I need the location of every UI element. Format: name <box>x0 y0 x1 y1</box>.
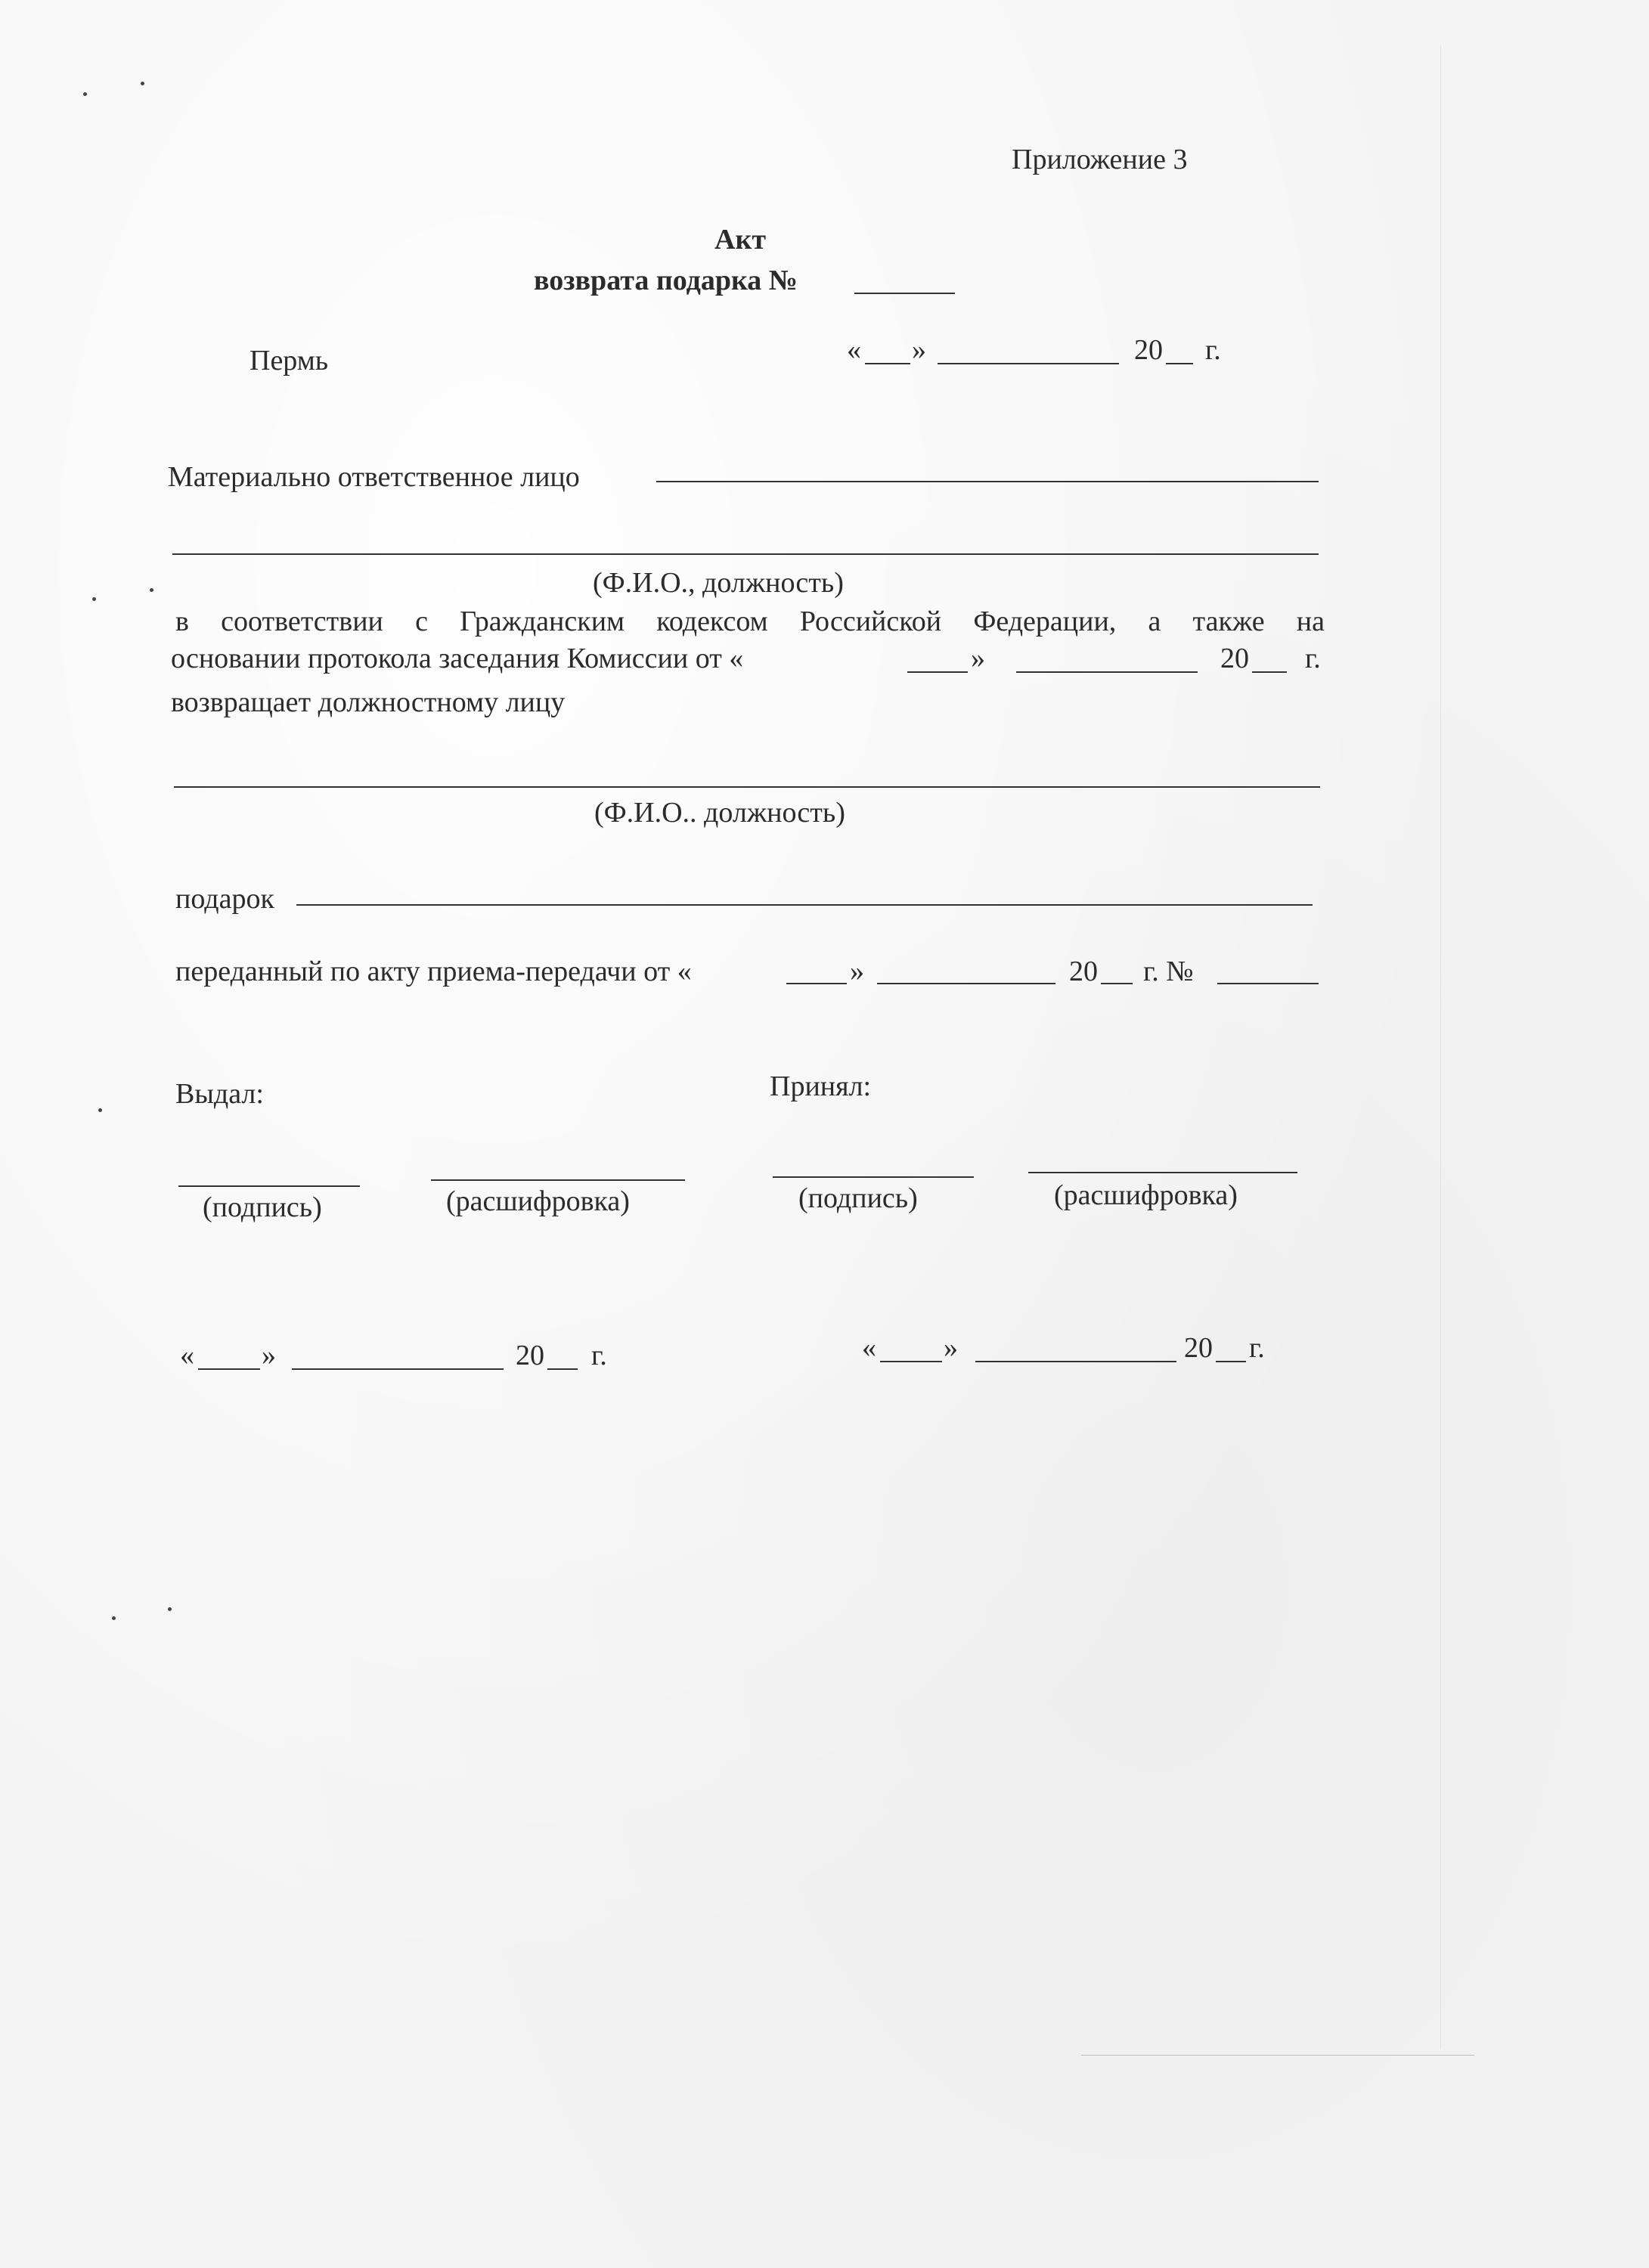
transfer-day-blank[interactable] <box>786 983 847 984</box>
received-year-blank[interactable] <box>1216 1361 1246 1362</box>
transfer-close-quote: » <box>850 956 864 987</box>
protocol-day-blank[interactable] <box>907 671 968 673</box>
year-prefix: 20 <box>1134 334 1163 366</box>
received-decode-blank[interactable] <box>1028 1172 1297 1173</box>
received-decode-caption: (расшифровка) <box>1054 1179 1238 1211</box>
received-date-close-quote: » <box>944 1332 958 1364</box>
issued-signature-caption: (подпись) <box>203 1191 322 1223</box>
body-line-2-year-prefix: 20 <box>1220 643 1249 674</box>
scan-speck <box>83 92 87 96</box>
transfer-year-prefix: 20 <box>1069 956 1098 987</box>
act-title: Акт <box>714 224 767 256</box>
received-label: Принял: <box>770 1070 872 1102</box>
transfer-number-blank[interactable] <box>1217 983 1319 984</box>
responsible-caption: (Ф.И.О., должность) <box>593 567 844 599</box>
body-line-1: в соответствии с Гражданским кодексом Российской Федерации, а также на <box>175 606 1325 637</box>
scan-speck <box>150 588 153 592</box>
body-line-2-year-suffix: г. <box>1305 643 1321 674</box>
received-day-blank[interactable] <box>880 1361 942 1362</box>
scan-speck <box>112 1616 116 1620</box>
transfer-month-blank[interactable] <box>877 983 1055 984</box>
transfer-year-blank[interactable] <box>1101 983 1133 984</box>
body-line-2-start: основании протокола заседания Комиссии от « <box>171 643 744 674</box>
gift-blank[interactable] <box>296 904 1313 906</box>
day-blank[interactable] <box>865 363 910 364</box>
date-close-quote: » <box>912 334 926 366</box>
act-subtitle: возврата подарка № <box>534 265 798 296</box>
responsible-name-blank[interactable] <box>656 481 1319 482</box>
scan-edge <box>1440 45 1441 2049</box>
year-blank[interactable] <box>1166 363 1193 364</box>
date-open-quote: « <box>847 334 861 366</box>
scan-speck <box>141 82 144 85</box>
body-line-2-close-quote: » <box>971 643 985 674</box>
scan-speck <box>98 1108 102 1112</box>
issued-year-prefix: 20 <box>516 1340 544 1371</box>
scan-bottom-edge <box>1081 2055 1474 2056</box>
act-number-blank[interactable] <box>854 293 955 294</box>
transfer-number-label: г. № <box>1143 956 1194 987</box>
received-date-open-quote: « <box>862 1332 876 1364</box>
issued-year-suffix: г. <box>591 1340 607 1371</box>
received-year-prefix: 20 <box>1184 1332 1213 1364</box>
protocol-year-blank[interactable] <box>1252 671 1287 673</box>
received-year-suffix: г. <box>1249 1332 1265 1364</box>
year-suffix: г. <box>1205 334 1221 366</box>
appendix-label: Приложение 3 <box>1012 144 1188 175</box>
received-month-blank[interactable] <box>975 1361 1176 1362</box>
issued-signature-blank[interactable] <box>178 1185 360 1187</box>
gift-label: подарок <box>175 883 274 915</box>
transfer-label: переданный по акту приема-передачи от « <box>175 956 692 987</box>
issued-label: Выдал: <box>175 1078 264 1110</box>
received-signature-blank[interactable] <box>773 1176 974 1178</box>
scan-speck <box>168 1607 172 1611</box>
official-name-blank[interactable] <box>174 786 1320 788</box>
issued-date-open-quote: « <box>180 1340 194 1371</box>
body-line-3: возвращает должностному лицу <box>171 686 566 718</box>
issued-date-close-quote: » <box>262 1340 276 1371</box>
month-blank[interactable] <box>938 363 1119 364</box>
received-signature-caption: (подпись) <box>798 1182 918 1214</box>
issued-month-blank[interactable] <box>292 1368 504 1370</box>
issued-decode-blank[interactable] <box>431 1179 685 1181</box>
issued-year-blank[interactable] <box>547 1368 578 1370</box>
official-caption: (Ф.И.О.. должность) <box>594 797 845 829</box>
responsible-label: Материально ответственное лицо <box>168 461 580 493</box>
issued-day-blank[interactable] <box>198 1368 260 1370</box>
scan-speck <box>92 597 96 601</box>
city: Пермь <box>250 345 329 376</box>
protocol-month-blank[interactable] <box>1016 671 1198 673</box>
issued-decode-caption: (расшифровка) <box>446 1185 630 1217</box>
responsible-position-blank[interactable] <box>172 553 1319 555</box>
